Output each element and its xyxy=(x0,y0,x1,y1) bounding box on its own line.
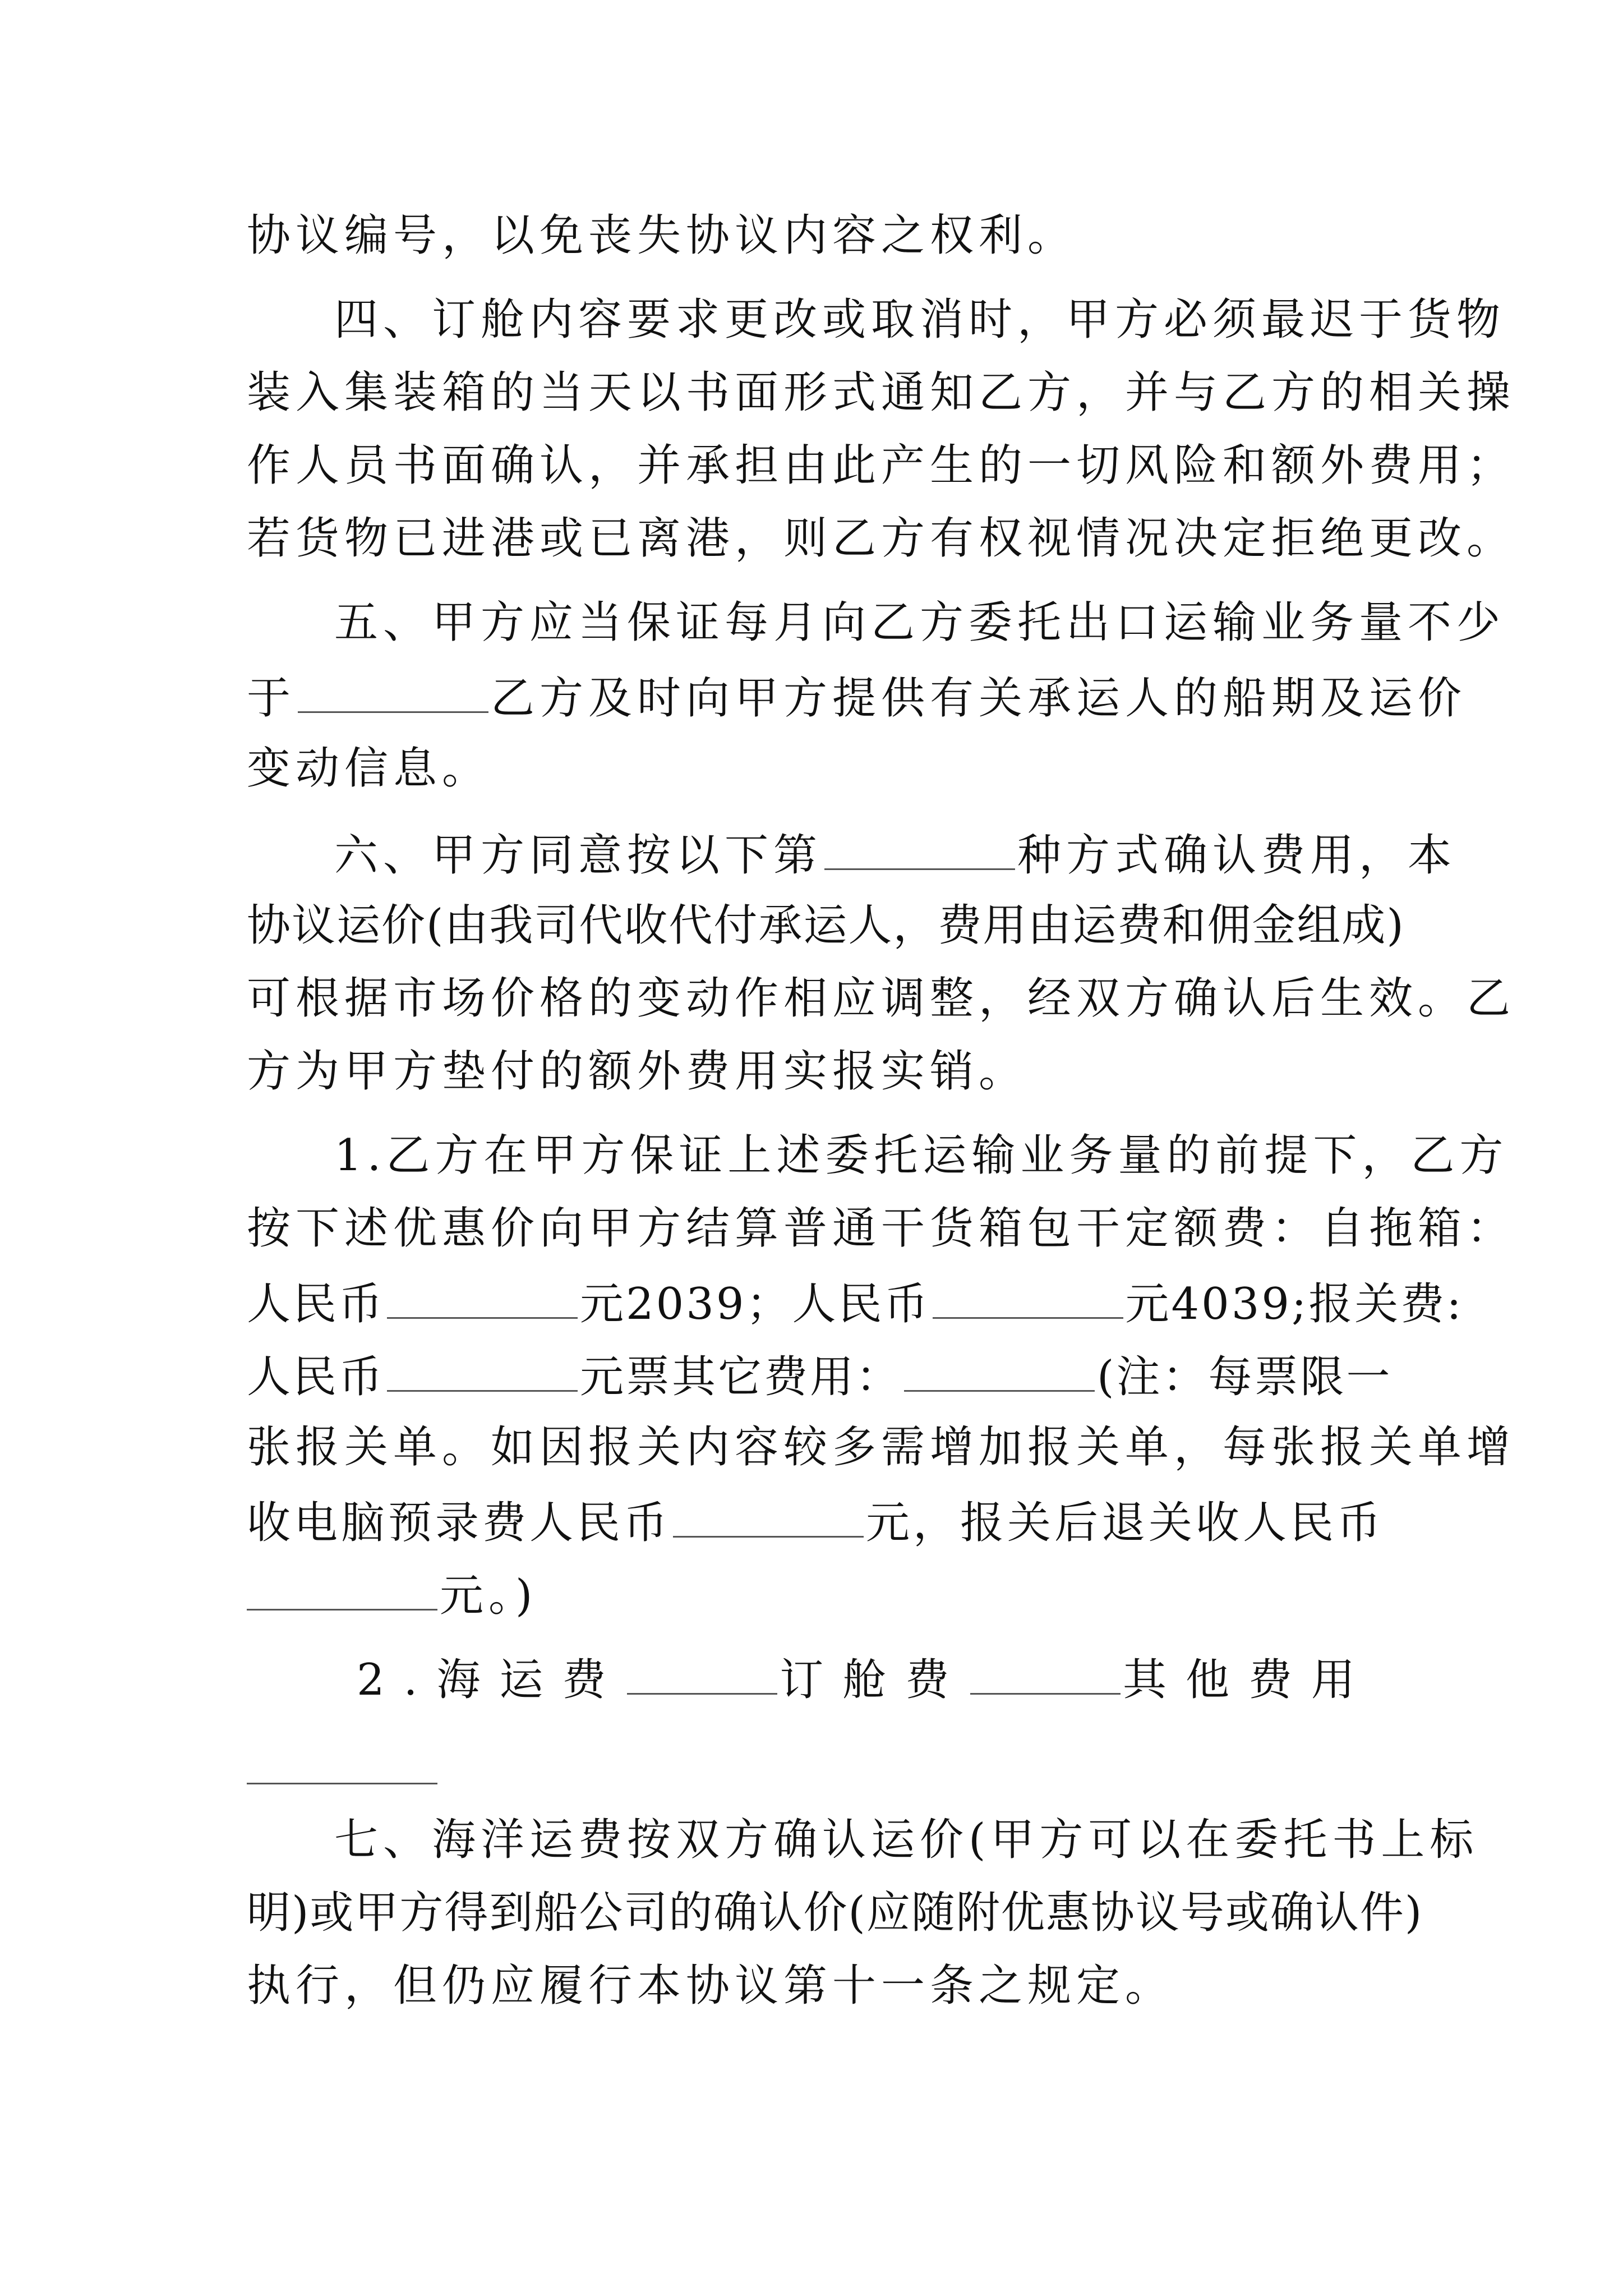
text: 元4039;报关费: xyxy=(1125,1279,1464,1329)
text: 执行，但仍应履行本协议第十一条之规定。 xyxy=(247,1961,1174,2011)
fill-in-blank[interactable] xyxy=(298,668,488,713)
clause-7-line xyxy=(247,1958,1374,2014)
text: 元，报关后退关收人民币 xyxy=(866,1498,1385,1548)
clause-4-line xyxy=(334,292,1506,348)
text: 明)或甲方得到船公司的确认价(应随附优惠协议号或确认件) xyxy=(247,1888,1423,1938)
text: 2. xyxy=(357,1655,437,1705)
fill-in-blank[interactable] xyxy=(824,825,1015,870)
clause-6-line xyxy=(247,1043,1374,1099)
item-1-line xyxy=(247,1565,1374,1621)
clause-6-line xyxy=(247,898,1405,954)
text: 装入集装箱的当天以书面形式通知乙方，并与乙方的相关操 xyxy=(247,367,1516,418)
text: 作人员书面确认，并承担由此产生的一切风险和额外费用； xyxy=(247,440,1516,491)
text: 订舱费 xyxy=(780,1655,969,1705)
text: (注：每票限一 xyxy=(1097,1352,1393,1402)
clause-7-line xyxy=(334,1812,1479,1868)
clause-6-line xyxy=(247,970,1516,1027)
text: 人民币 xyxy=(247,1352,385,1402)
clause-4-line xyxy=(247,510,1516,567)
fill-in-blank[interactable] xyxy=(904,1346,1095,1392)
text: 元2039；人民币 xyxy=(580,1279,930,1329)
text: 五、甲方应当保证每月向乙方委托出口运输业务量不少 xyxy=(334,597,1506,648)
text: 其他费用 xyxy=(1122,1655,1374,1705)
item-1-line xyxy=(247,1419,1516,1475)
text: 若货物已进港或已离港，则乙方有权视情况决定拒绝更改。 xyxy=(247,513,1516,564)
text: 可根据市场价格的变动作相应调整，经双方确认后生效。乙 xyxy=(247,973,1516,1024)
fill-in-blank[interactable] xyxy=(387,1273,578,1319)
text: 于 xyxy=(247,673,296,724)
item-1-line xyxy=(247,1492,1385,1548)
fill-in-blank[interactable] xyxy=(247,1783,437,1784)
fill-in-blank[interactable] xyxy=(970,1649,1121,1695)
fill-in-blank[interactable] xyxy=(627,1649,777,1695)
text: 变动信息。 xyxy=(247,743,491,794)
text: 协议运价(由我司代收代付承运人，费用由运费和佣金组成) xyxy=(247,900,1405,951)
text: 方为甲方垫付的额外费用实报实销。 xyxy=(247,1046,1028,1097)
text: 元。) xyxy=(440,1571,538,1621)
para-continuation-line xyxy=(247,208,1374,264)
text: 人民币 xyxy=(247,1279,385,1329)
item-1-line xyxy=(334,1128,1509,1184)
clause-7-line xyxy=(247,1885,1423,1941)
text: 1.乙方在甲方保证上述委托运输业务量的前提下，乙方 xyxy=(334,1130,1509,1181)
text: 种方式确认费用，本 xyxy=(1017,830,1457,881)
fill-in-blank[interactable] xyxy=(387,1346,578,1392)
clause-5-line xyxy=(247,740,1374,797)
item-1-line xyxy=(247,1200,1516,1257)
clause-5-line xyxy=(247,668,1467,724)
text: 收电脑预录费人民币 xyxy=(247,1498,671,1548)
clause-6-line xyxy=(334,825,1457,881)
text: 海运费 xyxy=(436,1655,625,1705)
item-2-line xyxy=(357,1649,1374,1705)
text: 协议编号，以免丧失协议内容之权利。 xyxy=(247,210,1077,261)
fill-in-blank[interactable] xyxy=(673,1492,864,1538)
text: 元票其它费用： xyxy=(580,1352,902,1402)
text: 六、甲方同意按以下第 xyxy=(334,830,823,881)
fill-in-blank[interactable] xyxy=(933,1273,1123,1319)
clause-4-line xyxy=(247,438,1516,494)
item-1-line xyxy=(247,1346,1393,1402)
text: 七、海洋运费按双方确认运价(甲方可以在委托书上标 xyxy=(334,1815,1479,1865)
text: 四、订舱内容要求更改或取消时，甲方必须最迟于货物 xyxy=(334,295,1506,345)
text: 张报关单。如因报关内容较多需增加报关单，每张报关单增 xyxy=(247,1422,1516,1473)
clause-5-line xyxy=(334,595,1506,651)
text: 按下述优惠价向甲方结算普通干货箱包干定额费：自拖箱： xyxy=(247,1203,1516,1254)
fill-in-blank[interactable] xyxy=(247,1565,437,1611)
item-1-line xyxy=(247,1273,1464,1329)
clause-4-line xyxy=(247,365,1516,421)
text: 乙方及时向甲方提供有关承运人的船期及运价 xyxy=(491,673,1467,724)
